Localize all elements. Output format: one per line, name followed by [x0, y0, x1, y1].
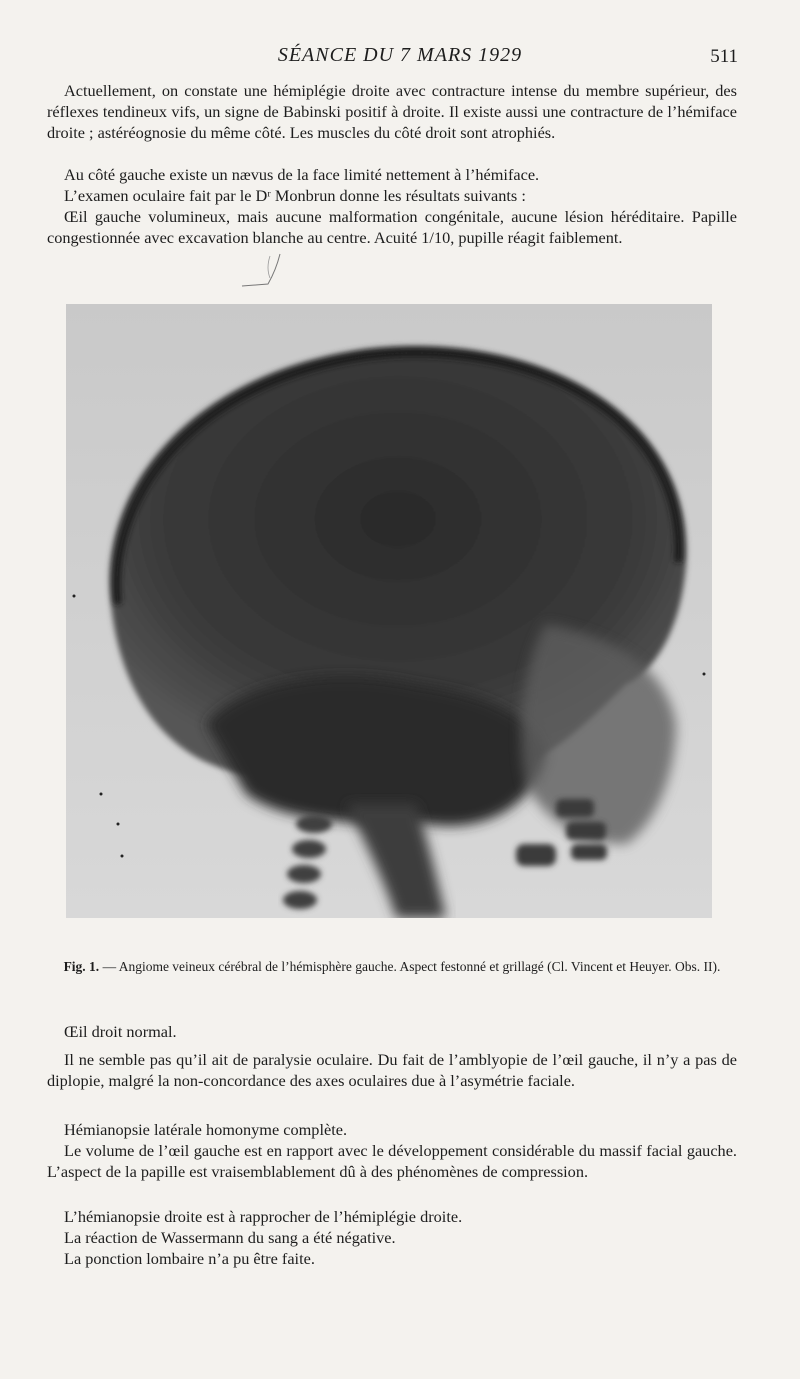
paragraph: Actuellement, on constate une hémiplégie droite avec contracture intense du membre supérieur, des réflexes tendineux vifs, un signe de Babinski positif à droite. Il existe aussi une contracture de l’hémiface droite ; astéréognosie du même côté. Les muscles du côté droit sont atrophiés.: [47, 81, 737, 142]
paragraph: Le volume de l’œil gauche est en rapport avec le développement considérable du massif facial gauche. L’aspect de la papille est vraisemblablement dû à des phénomènes de compression.: [47, 1141, 737, 1181]
paragraph: Il ne semble pas qu’il ait de paralysie oculaire. Du fait de l’amblyopie de l’œil gauche, il n’y a pas de diplopie, malgré la non-concordance des axes oculaires due à l’asymétrie faciale.: [47, 1050, 737, 1090]
paragraph: L’examen oculaire fait par le Dʳ Monbrun donne les résultats suivants :: [64, 186, 526, 205]
running-header: [48, 40, 752, 70]
figure-caption: [47, 958, 737, 976]
paragraph: Œil gauche volumineux, mais aucune malformation congénitale, aucune lésion héréditaire. Papille congestionnée avec excavation blanche au centre. Acuité 1/10, pupille réagit faiblement.: [47, 207, 737, 247]
pencil-mark: [240, 248, 290, 290]
figure-caption-text: — Angiome veineux cérébral de l’hémisphère gauche. Aspect festonné et grillagé (Cl. Vincent et Heuyer. Obs. II).: [102, 959, 721, 974]
paragraph: La réaction de Wassermann du sang a été négative.: [64, 1228, 396, 1247]
paragraph: L’hémianopsie droite est à rapprocher de l’hémiplégie droite.: [64, 1207, 463, 1226]
running-title: SÉANCE DU 7 MARS 1929: [277, 44, 523, 66]
figure-label: Fig. 1.: [63, 959, 100, 974]
paragraph: Au côté gauche existe un nævus de la face limité nettement à l’hémiface.: [64, 165, 540, 184]
skull-xray-image: [66, 304, 712, 918]
page-number: 511: [710, 46, 738, 67]
paragraph: La ponction lombaire n’a pu être faite.: [64, 1249, 315, 1268]
paragraph: Hémianopsie latérale homonyme complète.: [64, 1120, 348, 1139]
paragraph: Œil droit normal.: [64, 1022, 177, 1041]
xray-figure: [66, 304, 712, 918]
